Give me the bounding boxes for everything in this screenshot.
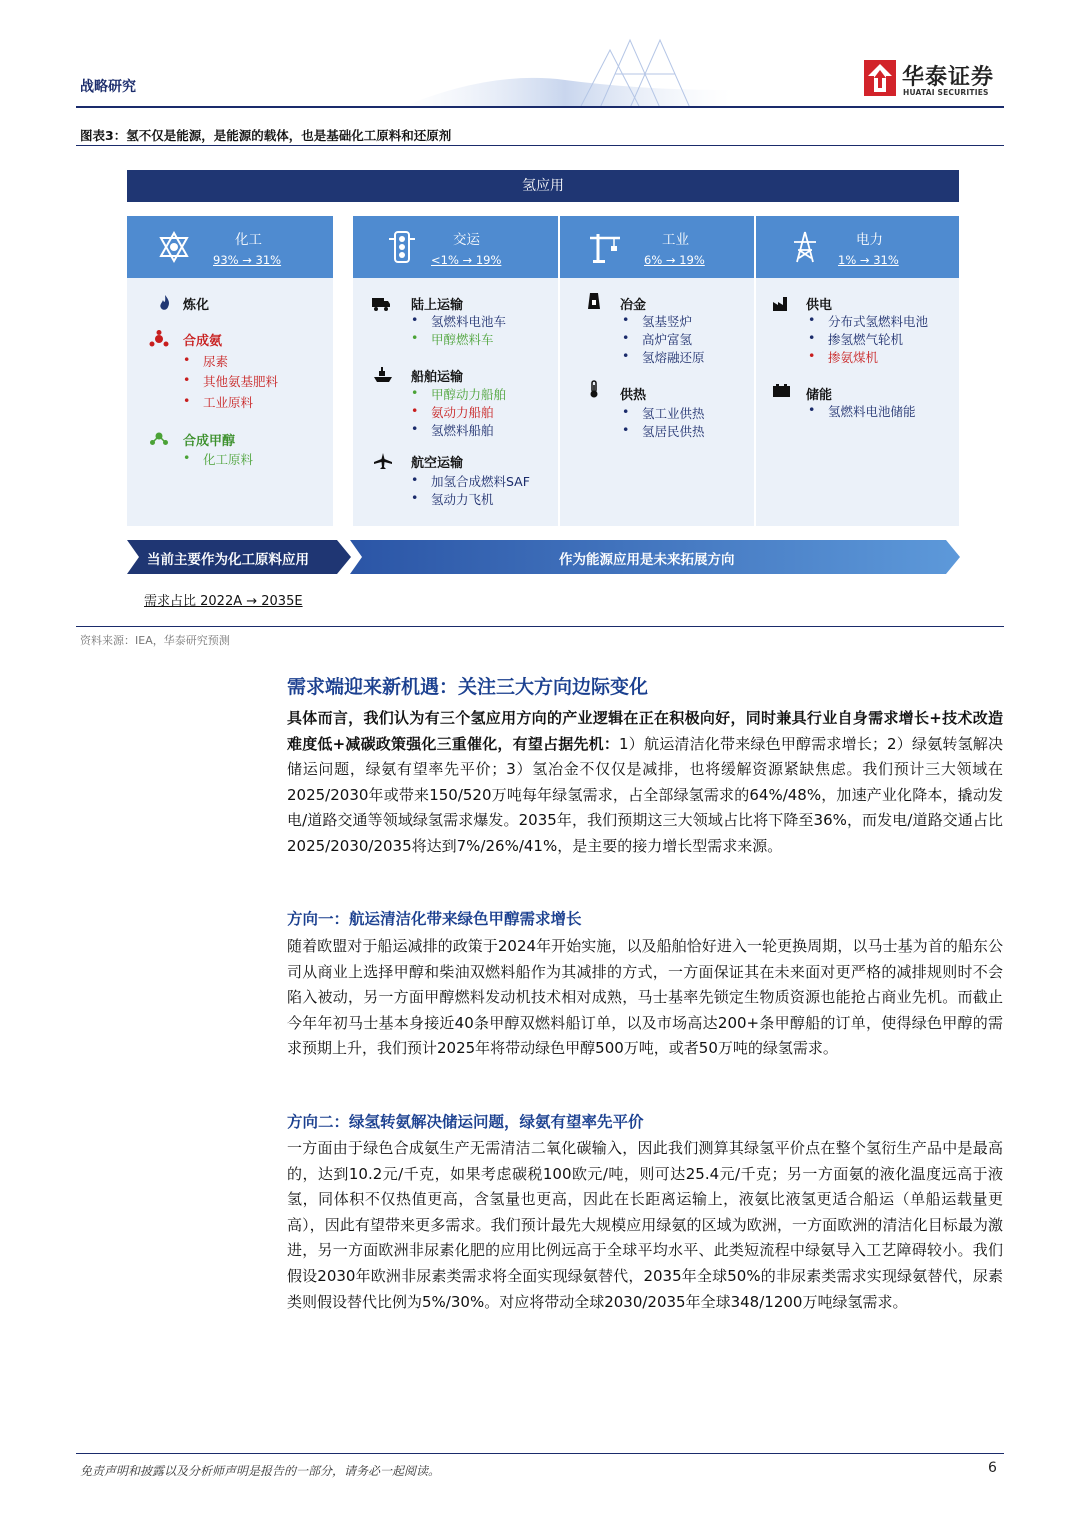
column-chemical-ratio: 93% → 31% bbox=[213, 253, 282, 267]
group-methanol-title: 合成甲醇 bbox=[183, 434, 236, 449]
thermometer-icon bbox=[584, 380, 604, 398]
storage-item: • 氢燃料电池储能 bbox=[828, 402, 916, 420]
column-chemical-header bbox=[127, 216, 333, 278]
arrow-right-label: 作为能源应用是未来拓展方向 bbox=[559, 552, 735, 568]
power-tower-icon bbox=[788, 230, 822, 264]
column-transport-body bbox=[353, 278, 558, 526]
paragraph-overview-lead: 具体而言，我们认为有三个氢应用方向的产业逻辑在正在积极向好，同时兼具行业自身需求增长+技术改造难度低+减碳政策强化三重催化，有望占据先机： bbox=[287, 709, 1003, 753]
traffic-light-icon bbox=[385, 230, 419, 264]
shipping-item: • 氢燃料船舶 bbox=[431, 421, 494, 439]
column-industry-header bbox=[560, 216, 754, 278]
page-number: 6 bbox=[988, 1460, 997, 1476]
aviation-item: • 加氢合成燃料SAF bbox=[431, 472, 530, 490]
group-ammonia-title: 合成氨 bbox=[183, 334, 223, 349]
footer-disclaimer: 免责声明和披露以及分析师声明是报告的一部分，请务必一起阅读。 bbox=[80, 1464, 441, 1478]
paragraph-overview bbox=[287, 706, 1003, 860]
chemistry-icon bbox=[157, 230, 191, 264]
column-chemical-title: 化工 bbox=[235, 232, 262, 248]
aviation-item: • 氢动力飞机 bbox=[431, 490, 494, 508]
column-power-ratio: 1% → 31% bbox=[838, 253, 899, 267]
flame-icon bbox=[155, 294, 175, 312]
ammonia-item: • 尿素 bbox=[203, 352, 228, 370]
column-transport-ratio: <1% → 19% bbox=[431, 253, 502, 267]
group-storage-title: 储能 bbox=[806, 388, 833, 403]
huatai-logo bbox=[864, 60, 1004, 100]
direction-two-text: 一方面由于绿色合成氨生产无需清洁二氧化碳输入，因此我们测算其绿氢平价点在整个氢衍生产品中是最高的，达到10.2元/千克，如果考虑碳税100欧元/吨，则可达25.4元/千克；另一方面氨的液化温度远高于液氢，同体积不仅热值更高，含氢量也更高，因此在长距离运输上，液氨比液氢更适合船运（单船运载量更高），因此有望带来更多需求。我们预计最先大规模应用绿氨的区域为欧洲，一方面欧洲的清洁化目标最为激进，另一方面欧洲非尿素化肥的应用比例远高于全球平均水平、此类短流程中绿氨导入工艺障碍较小。我们假设2030年欧洲非尿素类需求将全面实现绿氨替代，2035年全球50%的非尿素类需求实现绿氨替代，尿素类则假设替代比例为5%/30%。对应将带动全球2030/2035年全球348/1200万吨绿氢需求。 bbox=[287, 1139, 1003, 1311]
group-land-transport-title: 陆上运输 bbox=[411, 298, 464, 313]
header-divider bbox=[76, 106, 1004, 108]
figure-title-divider bbox=[76, 145, 1004, 146]
column-transport-title: 交运 bbox=[453, 232, 480, 248]
direction-one-text: 随着欧盟对于船运减排的政策于2024年开始实施，以及船舶恰好进入一轮更换周期，以马士基为首的船东公司从商业上选择甲醇和柴油双燃料船作为其减排的方式，一方面保证其在未来面对更严格的减排规则时不会陷入被动，另一方面甲醇燃料发动机技术相对成熟，马士基率先锁定生物质资源也能抢占商业先机。而截止今年年初马士基本身接近40条甲醇双燃料船订单，以及市场高达200+条甲醇船的订单，使得绿色甲醇的需求预期上升，我们预计2025年将带动绿色甲醇500万吨，或者50万吨的绿氢需求。 bbox=[287, 937, 1003, 1058]
group-aviation-title: 航空运输 bbox=[411, 456, 464, 471]
column-power-title: 电力 bbox=[856, 232, 883, 248]
methanol-item: • 化工原料 bbox=[203, 450, 253, 468]
power-supply-item: • 分布式氢燃料电池 bbox=[828, 312, 928, 330]
group-refining-title: 炼化 bbox=[183, 298, 210, 313]
header-section-label: 战略研究 bbox=[80, 79, 136, 95]
figure-title: 图表3：氢不仅是能源，是能源的载体，也是基础化工原料和还原剂 bbox=[80, 128, 452, 143]
logo-text-cn: 华泰证券 bbox=[902, 65, 995, 90]
ammonia-molecule-icon bbox=[149, 330, 169, 348]
section-title: 需求端迎来新机遇：关注三大方向边际变化 bbox=[287, 676, 649, 698]
paragraph-overview-body: 1）航运清洁化带来绿色甲醇需求增长；2）绿氨转氢解决储运问题，绿氨有望率先平价；3）氢冶金不仅仅是减排，也将缓解资源紧缺焦虑。我们预计三大领域在2025/2030年或带来150/520万吨每年绿氢需求，占全部绿氢需求的64%/48%，加速产业化降本，撬动发电/道路交通等领域绿氢需求爆发。2035年，我们预期这三大领域占比将下降至36%，而发电/道路交通占比2025/2030/2035将达到7%/26%/41%，是主要的接力增长型需求来源。 bbox=[287, 734, 1004, 855]
metallurgy-item: • 高炉富氢 bbox=[642, 330, 692, 348]
column-power-body bbox=[756, 278, 959, 526]
furnace-icon bbox=[584, 292, 604, 310]
group-heating-title: 供热 bbox=[620, 388, 647, 403]
figure-source: 资料来源：IEA，华泰研究预测 bbox=[80, 634, 230, 647]
arrow-left-label: 当前主要作为化工原料应用 bbox=[147, 552, 309, 568]
group-metallurgy-title: 冶金 bbox=[620, 298, 647, 313]
demand-share-note: 需求占比 2022A → 2035E bbox=[144, 594, 303, 609]
ammonia-item: • 其他氨基肥料 bbox=[203, 372, 278, 390]
column-industry-body bbox=[560, 278, 754, 526]
logo-mark-icon bbox=[864, 60, 896, 96]
column-power-header bbox=[756, 216, 959, 278]
power-supply-item: • 掺氢燃气轮机 bbox=[828, 330, 903, 348]
shipping-item: • 甲醇动力船舶 bbox=[431, 385, 506, 403]
logo-text-en: HUATAI SECURITIES bbox=[903, 88, 989, 97]
column-industry-title: 工业 bbox=[662, 232, 689, 248]
column-transport-header bbox=[353, 216, 558, 278]
direction-two-title: 方向二：绿氢转氨解决储运问题，绿氨有望率先平价 bbox=[287, 1113, 644, 1131]
battery-icon bbox=[772, 382, 792, 400]
heating-item: • 氢居民供热 bbox=[642, 422, 705, 440]
group-shipping-title: 船舶运输 bbox=[411, 370, 464, 385]
hydrogen-application-banner: 氢应用 bbox=[127, 170, 959, 202]
column-chemical-body bbox=[127, 278, 333, 526]
land-transport-item: • 甲醇燃料车 bbox=[431, 330, 494, 348]
heating-item: • 氢工业供热 bbox=[642, 404, 705, 422]
methanol-molecule-icon bbox=[149, 430, 169, 448]
power-supply-item: • 掺氨煤机 bbox=[828, 348, 878, 366]
airplane-icon bbox=[373, 452, 393, 470]
source-divider bbox=[76, 626, 1004, 627]
footer-divider bbox=[76, 1453, 1004, 1454]
metallurgy-item: • 氢熔融还原 bbox=[642, 348, 705, 366]
column-industry-ratio: 6% → 19% bbox=[644, 253, 705, 267]
metallurgy-item: • 氢基竖炉 bbox=[642, 312, 692, 330]
ship-icon bbox=[373, 366, 393, 384]
ammonia-item: • 工业原料 bbox=[203, 393, 253, 411]
header-decoration bbox=[400, 30, 730, 108]
direction-one-title: 方向一：航运清洁化带来绿色甲醇需求增长 bbox=[287, 910, 582, 928]
land-transport-item: • 氢燃料电池车 bbox=[431, 312, 506, 330]
crane-icon bbox=[588, 230, 622, 264]
group-power-supply-title: 供电 bbox=[806, 298, 833, 313]
factory-icon bbox=[772, 294, 792, 312]
shipping-item: • 氨动力船舶 bbox=[431, 403, 494, 421]
truck-icon bbox=[371, 294, 391, 312]
